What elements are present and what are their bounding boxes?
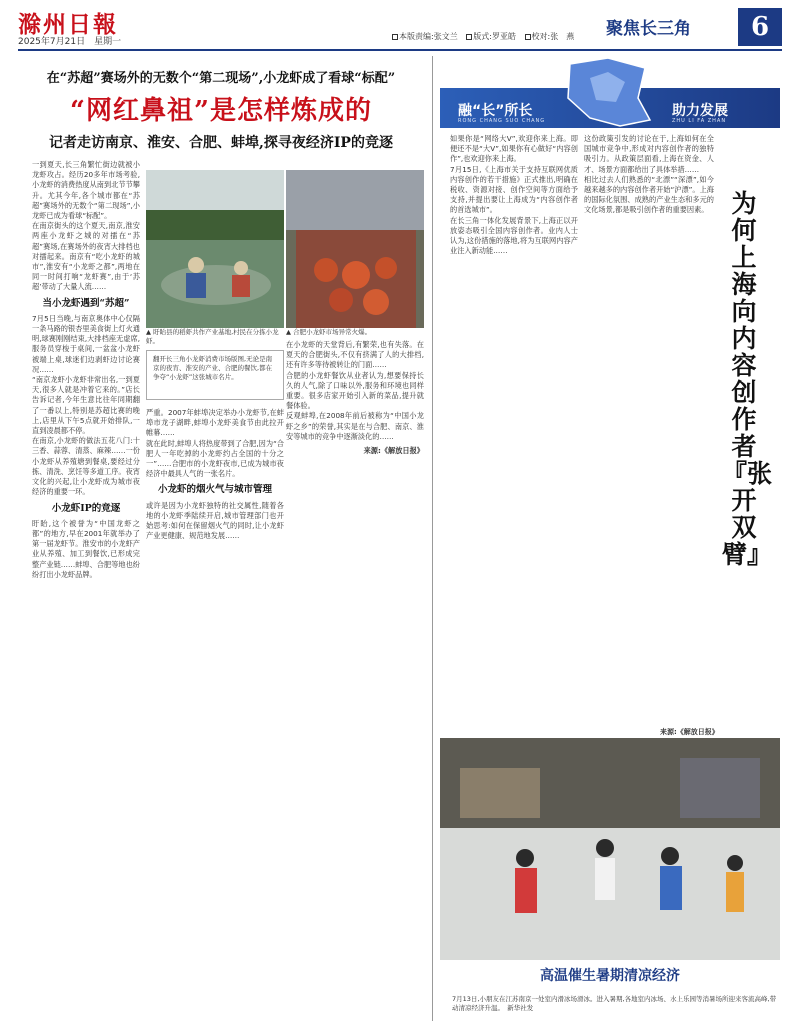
staff-credits <box>392 31 580 42</box>
callout-box: 翻开长三角小龙虾消费市场版图,无论是南京的夜宵、淮安的产业、合肥的餐饮,都在争夺“小龙虾”这张城市名片。 <box>146 350 284 400</box>
sidebar-column-2 <box>584 134 714 724</box>
article-paragraph: 相比过去人们熟悉的“北漂”“深漂”,如今越来越多的内容创作者开始“沪漂”。上海的国际化氛围、成熟的产业生态和多元的文化场景,都是吸引创作者的重要因素。 <box>584 174 714 215</box>
article-subhead: 记者走访南京、淮安、合肥、蚌埠,探寻夜经济IP的竞逐 <box>49 135 393 151</box>
staff-proofreader: 校对:张 燕 <box>531 32 575 41</box>
article-headline: “网红鼻祖”是怎样炼成的 <box>70 96 372 126</box>
section-heading: 当小龙虾遇到“苏超” <box>42 297 130 309</box>
ice-rink-photo <box>440 738 780 960</box>
article-paragraph: 在南京,小龙虾的做法五花八门:十三香、蒜蓉、清蒸、麻辣……一份小龙虾从养殖塘到餐桌,要经过分拣、清洗、烹饪等多道工序。夜宵文化的兴起,让小龙虾成为城市夜经济的重要一环。 <box>32 436 140 497</box>
article-paragraph: 7月15日,《上海市关于支持互联网优质内容创作的若干措施》正式推出,明确在税收、资源对接、创作空间等方面给予支持,并提出要让上海成为“内容创作者的首选城市”。 <box>450 164 578 215</box>
staff-layout: 版式:罗亚皓 <box>473 32 516 41</box>
column-divider <box>432 56 433 1021</box>
article-paragraph: 在小龙虾的天堂背后,有繁荣,也有失落。在夏天的合肥街头,不仅有挤满了人的大排档,还有许多等待被转让的门面…… <box>286 340 424 370</box>
article-column-1 <box>32 160 140 1020</box>
article-paragraph: 在长三角一体化发展背景下,上海正以开放姿态吸引全国内容创作者。业内人士认为,这份措施的落地,将为互联网内容产业注入新动能…… <box>450 215 578 256</box>
article-source: 来源:《解放日报》 <box>363 446 424 456</box>
staff-editor: 本版责编:张文兰 <box>399 32 458 41</box>
banner-title-left: 融“长”所长 <box>458 103 533 119</box>
crayfish-farm-photo <box>146 170 284 328</box>
photo-caption: ▲ 盱眙县的稻虾共作产业基地,村民在分拣小龙虾。 <box>146 328 279 345</box>
article-paragraph: 反观蚌埠,在2008年前后被称为“中国小龙虾之乡”的荣誉,其实是在与合肥、南京、淮安等城市的竞争中逐渐淡化的…… <box>286 411 424 441</box>
banner-title-right: 助力发展 <box>672 103 728 119</box>
article-column-3 <box>146 408 284 1020</box>
page-number: 6 <box>738 8 782 46</box>
square-bullet-icon <box>466 34 472 40</box>
article-paragraph: 7月5日当晚,与南京奥体中心仅隔一条马路的银杏里美食街上灯火通明,球赛刚刚结束,大排档座无虚席,服务员穿梭于桌间,一盆盆小龙虾被端上桌,球迷们边剥虾边讨论赛况…… <box>32 313 140 374</box>
article-paragraph: 这份政策引发的讨论在于,上海如何在全国城市竞争中,形成对内容创作者的独特吸引力。从政策层面看,上海在资金、人才、场景方面都给出了具体举措…… <box>584 134 714 174</box>
sidebar-vertical-title: 为何上海向内容创作者『张开双臂』 <box>722 189 773 569</box>
photo-story-caption: 7月13日,小朋友在江苏南京一处室内滑冰场滑冰。进入暑期,各地室内冰场、水上乐园等消暑场所迎来客流高峰,带动清凉经济升温。 新华社发 <box>452 995 777 1012</box>
section-heading: 小龙虾IP的竞逐 <box>51 502 121 514</box>
masthead <box>0 0 800 50</box>
article-paragraph: 合肥的小龙虾餐饮从业者认为,想要保持长久的人气,除了口味以外,服务和环境也同样重要。很多店家开始引入新的菜品,提升就餐体验。 <box>286 370 424 411</box>
article-paragraph: 一到夏天,长三角繁忙街边就被小龙虾攻占。经历20多年市场考验,小龙虾的消费热度从南到北节节攀升。尤其今年,各个城市都在“苏超”赛场外的无数个“第二现场”,小龙虾已成为看球“标配”。 <box>32 160 140 221</box>
article-paragraph: 在南京街头的这个夏天,南京,淮安两座小龙虾之城的对擂在“苏超”赛场,在赛场外的夜宵大排档也对擂起来。南京有“吃小龙虾的城市”,淮安有“小龙虾之都”,两地在同一时间打响“龙虾赛”,由于‘苏超’带动了大量人流…… <box>32 221 140 292</box>
section-name: 聚焦长三角 <box>606 19 691 39</box>
article-kicker: 在“苏超”赛场外的无数个“第二现场”,小龙虾成了看球“标配” <box>46 71 396 86</box>
masthead-rule <box>18 49 782 51</box>
square-bullet-icon <box>392 34 398 40</box>
article-paragraph: 就在此时,蚌埠人将热度带到了合肥,因为“合肥人一年吃掉的小龙虾约占全国的十分之一”……合肥市的小龙虾夜市,已成为城市夜经济中最具人气的一张名片。 <box>146 438 284 479</box>
sidebar-banner <box>440 58 780 128</box>
photo-story-title: 高温催生暑期清凉经济 <box>540 968 680 984</box>
article-paragraph: 或许是因为小龙虾独特的社交属性,随着各地的小龙虾季陆续开启,城市管理部门也开始思考:如何在保留烟火气的同时,让小龙虾产业更健康、规范地发展…… <box>146 500 284 541</box>
sidebar-column-1 <box>450 134 578 724</box>
square-bullet-icon <box>525 34 531 40</box>
newspaper-logo: 滁州日報 <box>18 11 118 38</box>
section-heading: 小龙虾的烟火气与城市管理 <box>157 484 272 496</box>
issue-date: 2025年7月21日 星期一 <box>18 37 122 47</box>
article-paragraph: 如果你是“网络大V”,欢迎你来上海。即便还不是“大V”,如果你有心做好“内容创作”,也欢迎你来上海。 <box>450 134 578 164</box>
banner-pinyin-right: ZHU LI FA ZHAN <box>672 118 727 124</box>
article-column-4 <box>286 340 424 1020</box>
photo-caption: ▲ 合肥小龙虾市场异常火爆。 <box>286 328 372 336</box>
article-paragraph: 严重。2007年蚌埠决定举办小龙虾节,在蚌埠市龙子湖畔,蚌埠小龙虾美食节由此拉开帷幕…… <box>146 408 284 438</box>
sidebar-source: 来源:《解放日报》 <box>660 728 719 736</box>
article-paragraph: “南京龙虾小龙虾非常出名,一到夏天,很多人就是冲着它来的。”店长告诉记者,今年生意比往年同期翻了一番以上,特别是苏超比赛的晚上,店里从下午5点就开始排队,一直到凌晨都不停。 <box>32 375 140 436</box>
banner-pinyin-left: RONG CHANG SUO CHANG <box>458 118 546 124</box>
article-paragraph: 盱眙,这个被誉为“中国龙虾之都”的地方,早在2001年就举办了第一届龙虾节。淮安市的小龙虾产业从养殖、加工到餐饮,已形成完整产业链……蚌埠、合肥等地也纷纷打出小龙虾品牌。 <box>32 518 140 579</box>
crayfish-market-photo <box>286 170 424 328</box>
